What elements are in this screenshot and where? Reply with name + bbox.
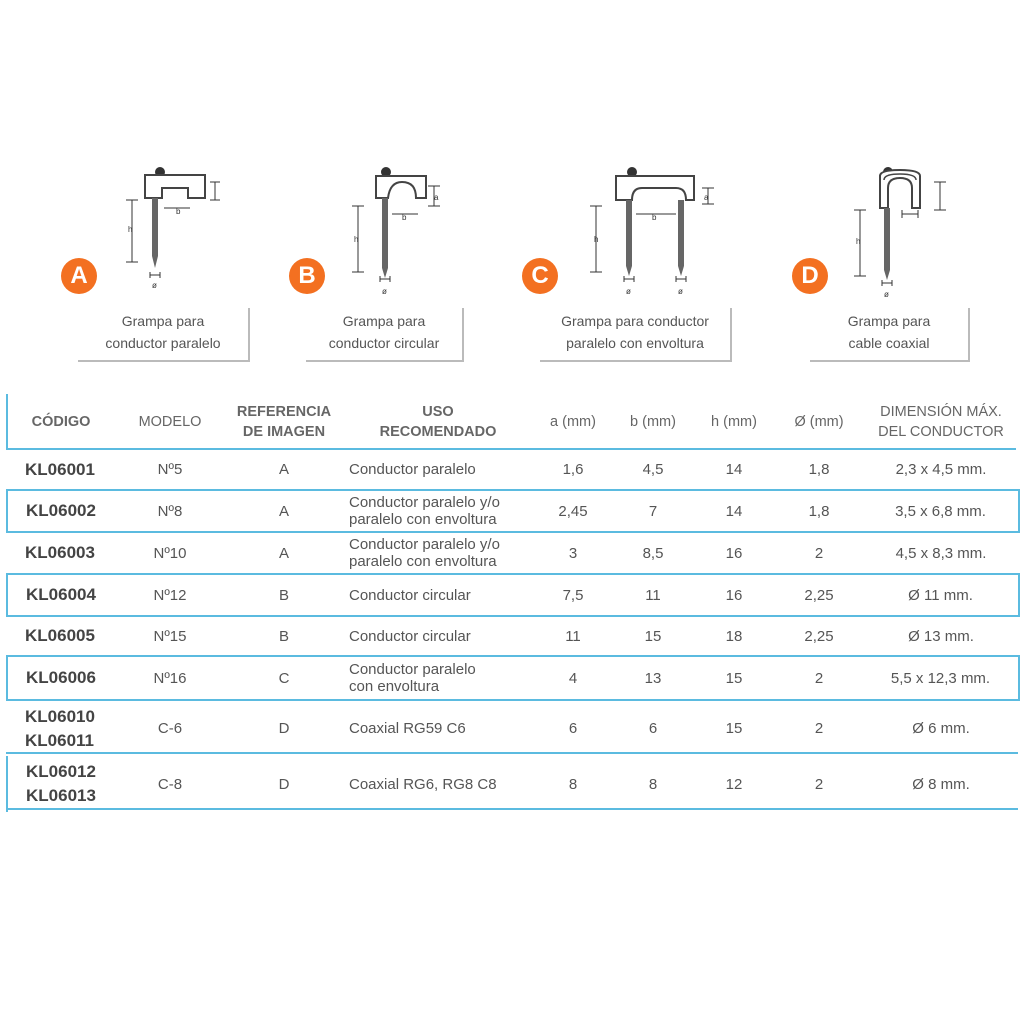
cell-diam: 1,8: [775, 490, 863, 532]
cell-modelo: Nº15: [153, 627, 187, 645]
header-referencia: [225, 394, 343, 450]
cell-b: 11: [613, 574, 693, 616]
cell-a: 8: [568, 775, 578, 793]
cell-ref: D: [278, 775, 290, 793]
cell-code: KL06001: [25, 459, 95, 479]
table-row: [7, 656, 1019, 700]
cell-code-line1: KL06012: [26, 762, 96, 781]
cell-uso-line1: Conductor paralelo y/o: [349, 494, 500, 511]
cell-diam: 2: [814, 720, 824, 737]
svg-text:h: h: [594, 235, 599, 244]
table-row: [7, 450, 1019, 490]
svg-text:h: h: [354, 235, 359, 244]
cell-code-line2: KL06013: [26, 786, 96, 805]
cell-uso: Conductor paralelo: [349, 461, 476, 478]
cell-uso: [343, 656, 533, 700]
caption-d-line2: cable coaxial: [848, 335, 930, 351]
cell-uso: Coaxial RG6, RG8 C8: [349, 775, 497, 793]
staple-circular-drawing: [340, 160, 460, 300]
cell-diam: 2: [814, 544, 824, 562]
svg-text:b: b: [176, 207, 181, 216]
staple-coaxial-drawing: [840, 160, 960, 300]
cell-modelo: Nº16: [115, 656, 225, 700]
cell-modelo: Nº12: [115, 574, 225, 616]
row-divider: [6, 752, 1018, 754]
cell-h: 14: [693, 490, 775, 532]
badge-a: A: [61, 258, 97, 294]
figure-d: [840, 160, 960, 300]
caption-c-line2: paralelo con envoltura: [566, 335, 704, 351]
cell-code: KL06006: [7, 656, 115, 700]
cell-diam: 1,8: [808, 461, 830, 478]
cell-dimension: Ø 13 mm.: [908, 627, 974, 645]
caption-a-line2: conductor paralelo: [105, 335, 221, 351]
svg-text:h: h: [856, 237, 861, 246]
cell-uso: Conductor circular: [349, 627, 471, 645]
svg-text:ø: ø: [382, 287, 387, 296]
cell-code: KL06002: [7, 490, 115, 532]
cell-ref: C: [225, 656, 343, 700]
cell-modelo: C-6: [157, 720, 183, 737]
cell-modelo: Nº8: [115, 490, 225, 532]
figure-b: [340, 160, 460, 300]
cell-ref: D: [278, 720, 290, 737]
cell-code: KL06005: [25, 626, 95, 645]
svg-text:b: b: [402, 213, 407, 222]
staple-parallel-drawing: [110, 160, 230, 300]
cell-modelo: Nº5: [157, 461, 183, 478]
table-row: [7, 700, 1019, 756]
cell-b: 4,5: [642, 461, 664, 478]
cell-a: 11: [565, 627, 581, 645]
caption-a: [78, 308, 250, 362]
cell-uso: [343, 532, 533, 574]
cell-dimension: Ø 11 mm.: [863, 574, 1019, 616]
cell-ref: B: [225, 574, 343, 616]
table-row: [7, 532, 1019, 574]
cell-ref: A: [278, 544, 289, 562]
svg-text:ø: ø: [678, 287, 683, 296]
cell-dimension: Ø 8 mm.: [912, 775, 970, 793]
cell-a: 7,5: [533, 574, 613, 616]
cell-diam: 2,25: [804, 627, 834, 645]
cell-h: 18: [725, 627, 743, 645]
svg-text:a: a: [434, 193, 439, 202]
header-dimension: [863, 394, 1019, 450]
svg-text:a: a: [704, 193, 709, 202]
cell-a: 6: [568, 720, 578, 737]
cell-h: 12: [725, 775, 743, 793]
table-row: [7, 756, 1019, 812]
cell-b: 15: [644, 627, 662, 645]
svg-text:b: b: [652, 213, 657, 222]
cell-uso: Conductor circular: [343, 574, 533, 616]
cell-a: 1,6: [562, 461, 584, 478]
cell-uso: [343, 490, 533, 532]
cell-code: KL06003: [25, 543, 95, 562]
cell-h: 14: [725, 461, 743, 478]
table-row: [7, 616, 1019, 656]
svg-text:ø: ø: [884, 290, 889, 299]
caption-d: [810, 308, 970, 362]
cell-ref: A: [225, 490, 343, 532]
cell-code-line2: KL06011: [25, 730, 94, 750]
badge-d: D: [792, 258, 828, 294]
cell-a: 2,45: [533, 490, 613, 532]
cell-modelo: Nº10: [153, 544, 187, 562]
cell-a: 3: [568, 544, 578, 562]
table-row: [7, 490, 1019, 532]
cell-a: 4: [533, 656, 613, 700]
caption-c: [540, 308, 732, 362]
caption-b-line2: conductor circular: [328, 335, 440, 351]
header-uso-line1: USO: [422, 404, 454, 420]
caption-a-line1: Grampa para: [121, 313, 205, 329]
cell-uso-line1: Conductor paralelo y/o: [349, 536, 500, 553]
cell-b: 7: [613, 490, 693, 532]
cell-uso: Coaxial RG59 C6: [349, 720, 466, 737]
badge-c: C: [522, 258, 558, 294]
header-dim-line1: DIMENSIÓN MÁX.: [880, 404, 1002, 420]
figure-a: [110, 160, 230, 300]
cell-uso-line2: con envoltura: [349, 678, 440, 695]
cell-dimension: 3,5 x 6,8 mm.: [863, 490, 1019, 532]
header-uso-line2: RECOMENDADO: [379, 424, 497, 440]
header-diam: Ø (mm): [794, 414, 844, 430]
header-modelo: MODELO: [138, 414, 202, 430]
cell-uso-line2: paralelo con envoltura: [349, 553, 497, 570]
cell-uso-line1: Conductor paralelo: [349, 661, 476, 678]
header-a: a (mm): [550, 414, 596, 430]
cell-dimension: Ø 6 mm.: [912, 720, 970, 737]
cell-code: [7, 700, 115, 756]
cell-ref: A: [278, 461, 289, 478]
header-h: h (mm): [711, 414, 757, 430]
cell-b: 13: [613, 656, 693, 700]
table-header: [7, 394, 1019, 450]
cell-dimension: 4,5 x 8,3 mm.: [895, 544, 987, 562]
header-ref-line2: DE IMAGEN: [242, 424, 326, 440]
caption-d-line1: Grampa para: [847, 313, 931, 329]
staple-parallel-envelope-drawing: [580, 160, 720, 300]
caption-b-line1: Grampa para: [342, 313, 426, 329]
table-bottom-line: [6, 808, 1018, 810]
cell-uso-line2: paralelo con envoltura: [349, 511, 497, 528]
svg-text:ø: ø: [152, 281, 157, 290]
cell-dimension: 5,5 x 12,3 mm.: [863, 656, 1019, 700]
cell-h: 15: [725, 720, 743, 737]
cell-diam: 2: [775, 656, 863, 700]
cell-b: 8: [648, 775, 658, 793]
figure-c: [580, 160, 720, 300]
svg-text:h: h: [128, 225, 133, 234]
cell-code: KL06004: [7, 574, 115, 616]
header-ref-line1: REFERENCIA: [236, 404, 332, 420]
cell-h: 16: [693, 574, 775, 616]
caption-b: [306, 308, 464, 362]
table-row: [7, 574, 1019, 616]
cell-h: 15: [693, 656, 775, 700]
header-uso: [343, 394, 533, 450]
caption-c-line1: Grampa para conductor: [561, 313, 709, 329]
cell-code-line1: KL06010: [25, 706, 95, 726]
badge-b: B: [289, 258, 325, 294]
cell-code: [7, 756, 115, 812]
specs-table: [6, 394, 1020, 812]
cell-dimension: 2,3 x 4,5 mm.: [895, 461, 987, 478]
header-codigo: CÓDIGO: [31, 414, 91, 430]
svg-text:ø: ø: [626, 287, 631, 296]
cell-ref: B: [278, 627, 289, 645]
header-dim-line2: DEL CONDUCTOR: [878, 424, 1004, 440]
cell-modelo: C-8: [157, 775, 183, 793]
cell-b: 6: [648, 720, 658, 737]
cell-diam: 2,25: [775, 574, 863, 616]
cell-b: 8,5: [642, 544, 664, 562]
cell-diam: 2: [814, 775, 824, 793]
cell-h: 16: [725, 544, 743, 562]
header-b: b (mm): [630, 414, 676, 430]
